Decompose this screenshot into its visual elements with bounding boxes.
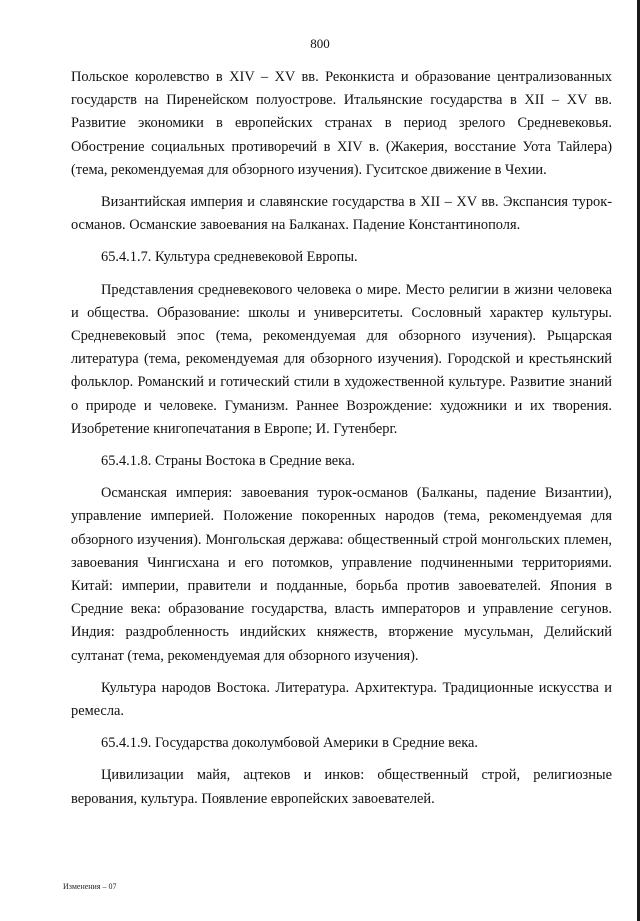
page-number: 800: [310, 36, 330, 51]
section-heading: 65.4.1.8. Страны Востока в Средние века.: [101, 453, 355, 470]
paragraph: Османская империя: завоевания турок-османов (Балканы, падение Византии), управление империей. Положение покоренных народов (тема, рекомендуемая для обзорного изучения). Монгольская держава: общественный строй монгольских племен, завоевания Чингисхана и его потомков, управление подчиненными территориями. Китай: империи, правители и подданные, борьба против завоевателей. Япония в Средние века: образование государства, власть императоров и управление сегунов. Индия: раздробленность индийских княжеств, вторжение мусульман, Делийский султанат (тема, рекомендуемая для обзорного изучения).: [71, 485, 612, 664]
paragraph: Культура народов Востока. Литература. Архитектура. Традиционные искусства и ремесла.: [71, 679, 612, 720]
paragraph: Цивилизации майя, ацтеков и инков: общественный строй, религиозные верования, культура. Появление европейских завоевателей.: [71, 767, 612, 807]
page-footer: Изменения – 07: [63, 882, 117, 891]
paragraph: Представления средневекового человека о мире. Место религии в жизни человека и общества. Образование: школы и университеты. Сословный характер культуры. Средневековый эпос (тема, рекомендуемая для обзорного изучения). Рыцарская литература (тема, рекомендуемая для обзорного изучения). Городской и крестьянский фольклор. Романский и готический стили в художественной культуре. Развитие знаний о природе и человеке. Гуманизм. Раннее Возрождение: художники и их творения. Изобретение книгопечатания в Европе; И. Гутенберг.: [71, 281, 612, 437]
section-heading: 65.4.1.7. Культура средневековой Европы.: [101, 249, 358, 266]
document-body: [71, 66, 612, 820]
paragraph: Польское королевство в XIV – XV вв. Реконкиста и образование централизованных государств на Пиренейском полуострове. Итальянские государства в XII – XV вв. Развитие экономики в европейских странах в период зрелого Средневековья. Обострение социальных противоречий в XIV в. (Жакерия, восстание Уота Тайлера) (тема, рекомендуемая для обзорного изучения). Гуситское движение в Чехии.: [71, 69, 612, 178]
paragraph: Византийская империя и славянские государства в XII – XV вв. Экспансия турок-османов. Османские завоевания на Балканах. Падение Константинополя.: [71, 194, 612, 234]
section-heading: 65.4.1.9. Государства доколумбовой Америки в Средние века.: [101, 735, 479, 752]
